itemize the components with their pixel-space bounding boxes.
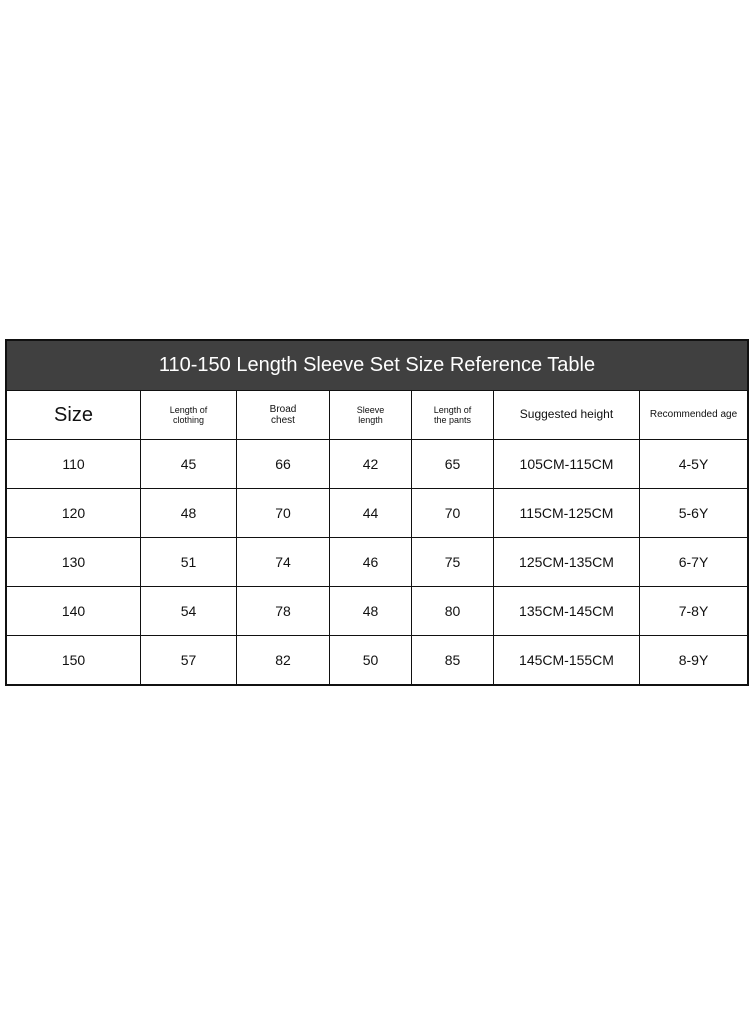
table-row	[7, 489, 747, 538]
cell-size: 150	[7, 636, 141, 684]
cell-suggested-height: 105CM-115CM	[494, 440, 640, 488]
cell-broad-chest: 66	[237, 440, 330, 488]
cell-size: 110	[7, 440, 141, 488]
header-length-of-pants	[412, 391, 494, 439]
table-header-row	[7, 391, 747, 440]
size-reference-table	[5, 339, 749, 686]
cell-recommended-age: 6-7Y	[678, 553, 709, 570]
cell-sleeve-length: 42	[330, 440, 412, 488]
table-title: 110-150 Length Sleeve Set Size Reference Table	[7, 341, 747, 391]
cell-recommended-age: 7-8Y	[678, 602, 709, 619]
cell-suggested-height: 125CM-135CM	[494, 538, 640, 586]
cell-suggested-height: 115CM-125CM	[494, 489, 640, 537]
cell-length-of-clothing: 45	[141, 440, 237, 488]
cell-sleeve-length: 50	[330, 636, 412, 684]
cell-sleeve-length: 44	[330, 489, 412, 537]
cell-recommended-age: 5-6Y	[678, 504, 709, 521]
header-length-of-clothing-line2: clothing	[172, 415, 204, 425]
cell-sleeve-length: 46	[330, 538, 412, 586]
cell-length-of-clothing: 51	[141, 538, 237, 586]
cell-size: 120	[7, 489, 141, 537]
cell-broad-chest: 82	[237, 636, 330, 684]
header-sleeve-length-line2: length	[358, 415, 383, 425]
table-row	[7, 636, 747, 684]
header-sleeve-length	[330, 391, 412, 439]
table-row	[7, 587, 747, 636]
header-recommended-age: Recommended age	[649, 409, 738, 421]
cell-length-of-pants: 65	[412, 440, 494, 488]
cell-size: 140	[7, 587, 141, 635]
cell-recommended-age: 8-9Y	[678, 651, 709, 668]
header-length-of-pants-line2: the pants	[433, 415, 471, 425]
table-row	[7, 440, 747, 489]
cell-length-of-pants: 70	[412, 489, 494, 537]
cell-length-of-clothing: 48	[141, 489, 237, 537]
header-length-of-clothing	[141, 391, 237, 439]
header-size: Size	[7, 391, 141, 439]
cell-sleeve-length: 48	[330, 587, 412, 635]
cell-recommended-age: 4-5Y	[678, 455, 709, 472]
header-length-of-clothing-line1: Length of	[169, 404, 208, 415]
cell-size: 130	[7, 538, 141, 586]
table-row	[7, 538, 747, 587]
cell-length-of-pants: 80	[412, 587, 494, 635]
cell-length-of-pants: 75	[412, 538, 494, 586]
cell-length-of-clothing: 57	[141, 636, 237, 684]
header-suggested-height: Suggested height	[494, 391, 640, 439]
cell-broad-chest: 70	[237, 489, 330, 537]
header-length-of-pants-line1: Length of	[433, 404, 472, 415]
cell-broad-chest: 78	[237, 587, 330, 635]
cell-length-of-pants: 85	[412, 636, 494, 684]
cell-length-of-clothing: 54	[141, 587, 237, 635]
cell-suggested-height: 135CM-145CM	[494, 587, 640, 635]
cell-suggested-height: 145CM-155CM	[494, 636, 640, 684]
header-sleeve-length-line1: Sleeve	[356, 404, 385, 415]
header-broad-chest-line2: chest	[271, 415, 295, 426]
header-broad-chest	[237, 391, 330, 439]
header-broad-chest-line1: Broad	[269, 403, 297, 415]
cell-broad-chest: 74	[237, 538, 330, 586]
